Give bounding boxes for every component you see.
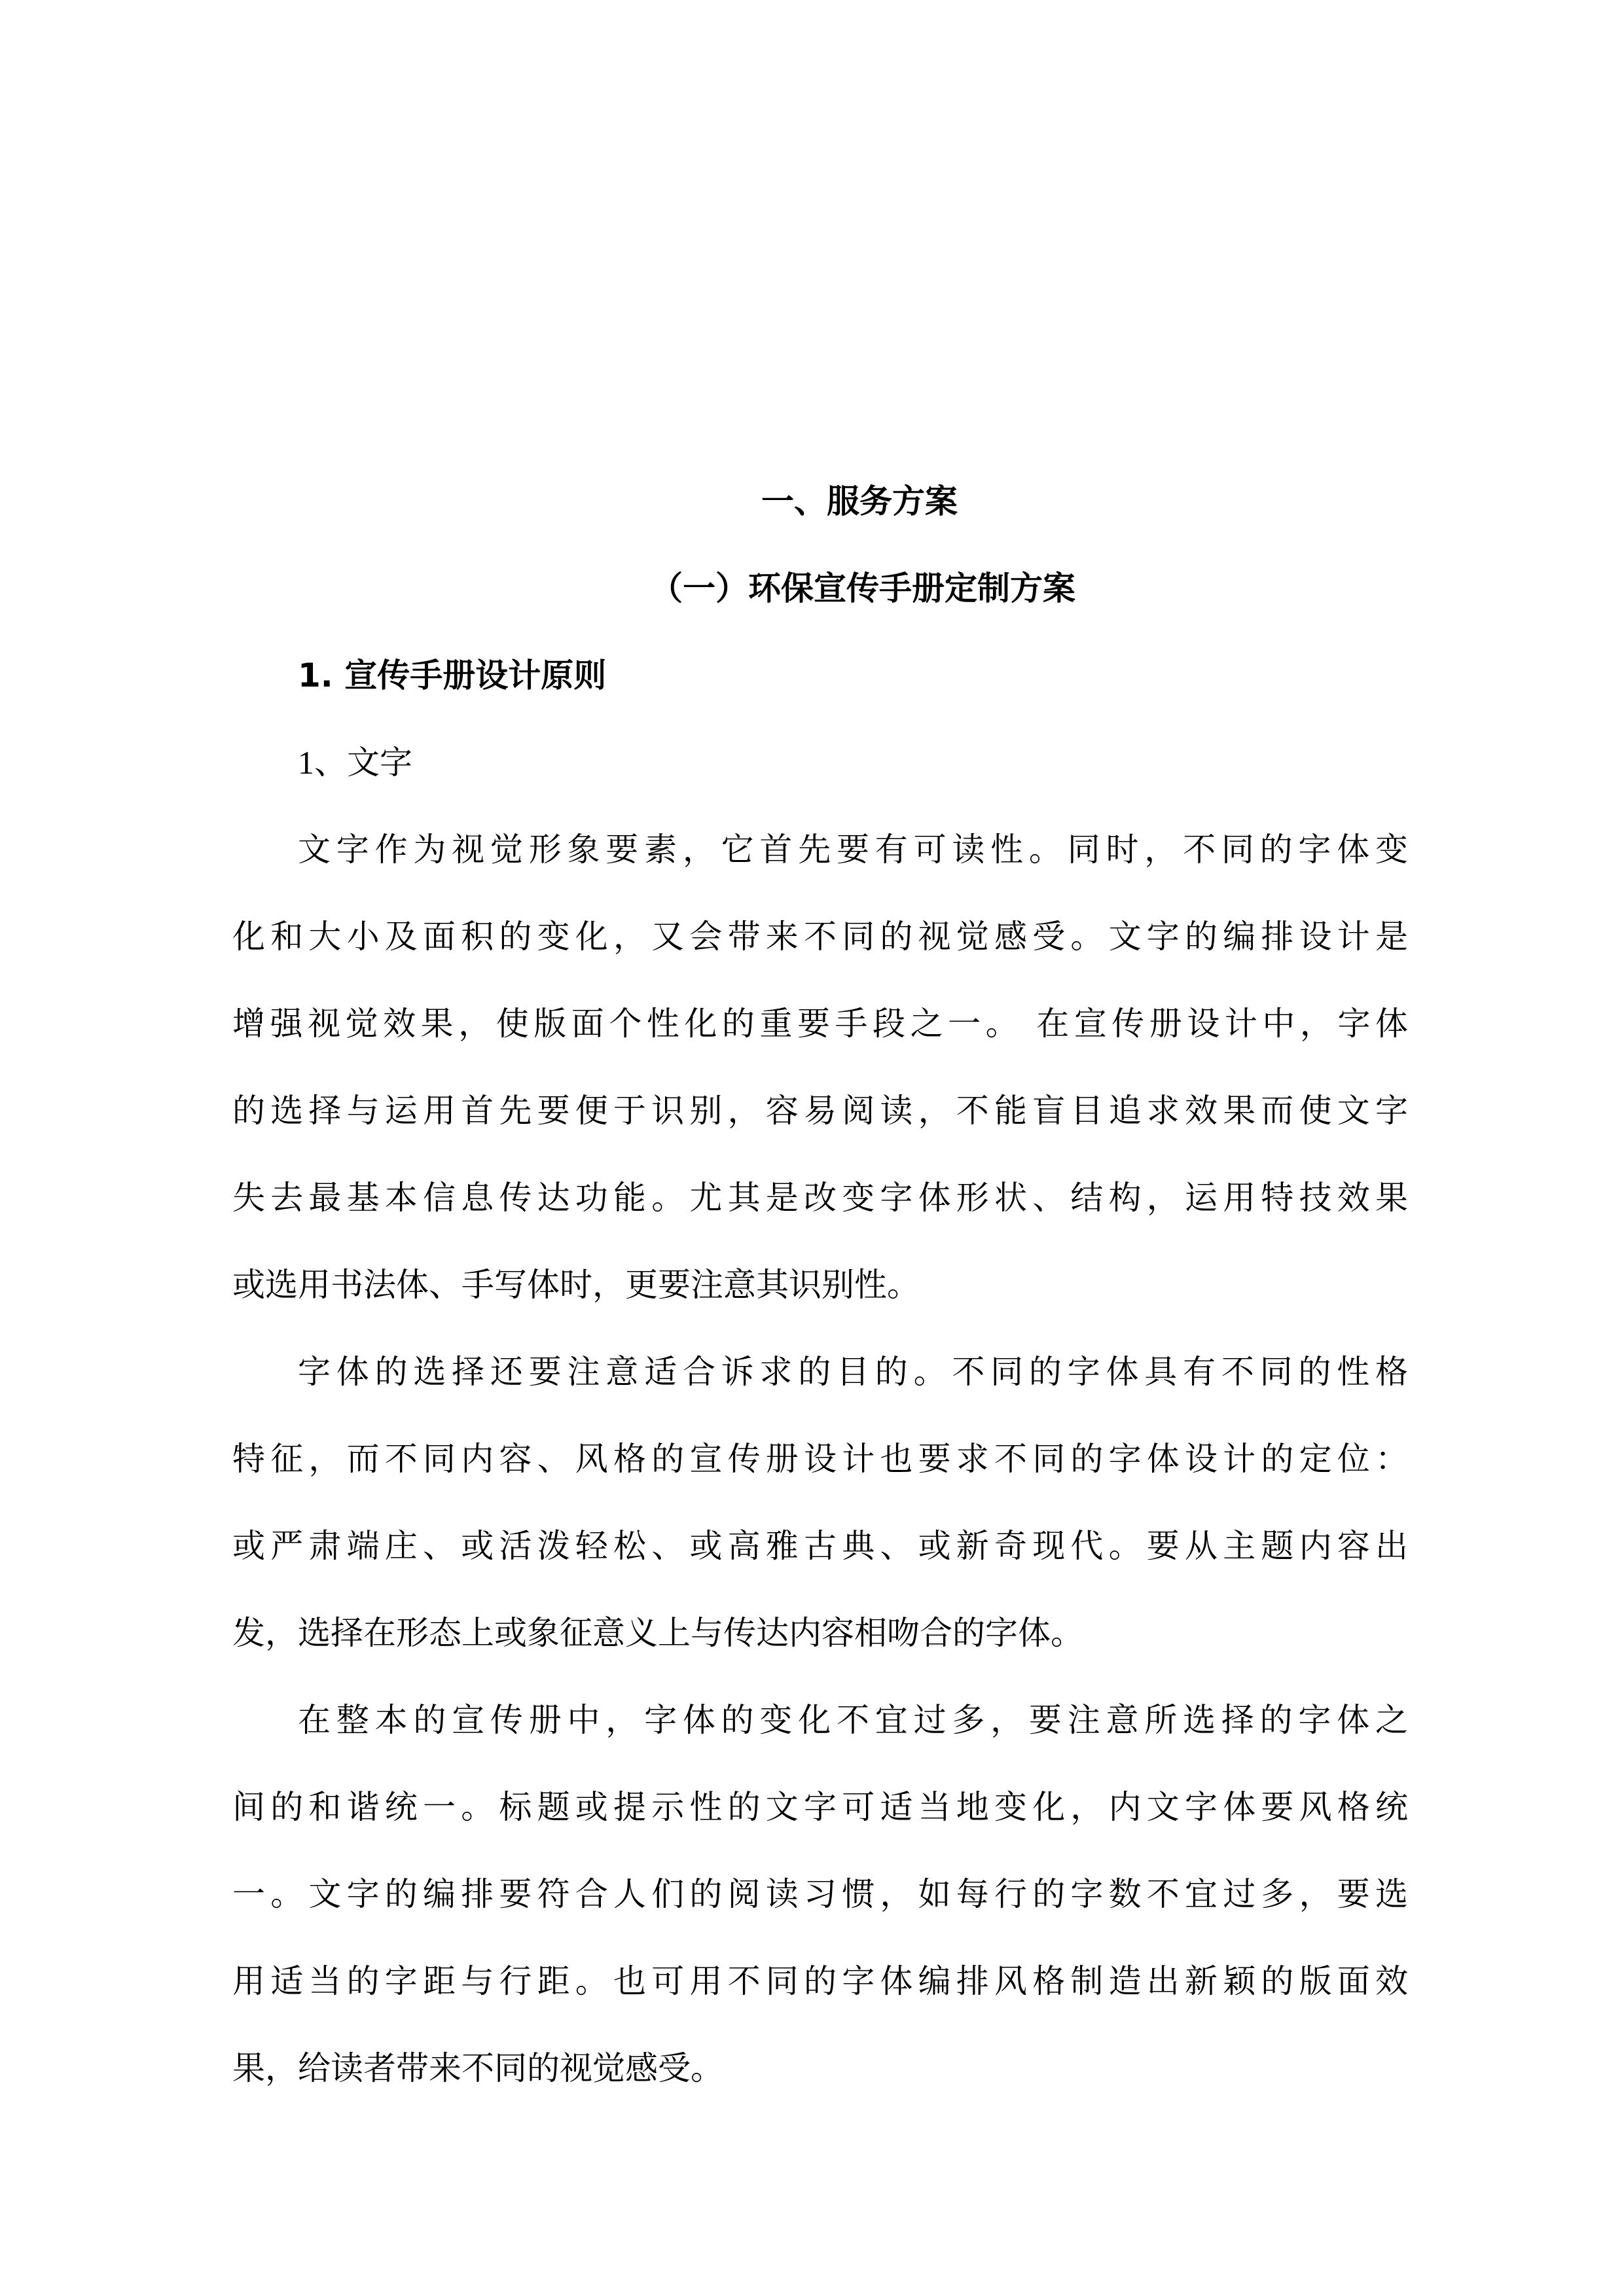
paragraph-1 xyxy=(232,806,1408,1329)
paragraph-line: 或选用书法体、手写体时，更要注意其识别性。 xyxy=(232,1266,920,1303)
paragraph-line: 间的和谐统一。标题或提示性的文字可适当地变化，内文字体要风格统 xyxy=(232,1789,1408,1825)
paragraph-line: 字体的选择还要注意适合诉求的目的。不同的字体具有不同的性格 xyxy=(298,1354,1408,1390)
paragraph-3 xyxy=(232,1677,1408,2112)
paragraph-line: 特征，而不同内容、风格的宣传册设计也要求不同的字体设计的定位： xyxy=(232,1441,1408,1477)
page-content xyxy=(232,458,1408,2112)
paragraph-line: 的选择与运用首先要便于识别，容易阅读，不能盲目追求效果而使文字 xyxy=(232,1092,1408,1129)
item-label: 1、文字 xyxy=(298,744,412,781)
paragraph-line: 在整本的宣传册中，字体的变化不宜过多，要注意所选择的字体之 xyxy=(298,1702,1408,1738)
document-title: 一、服务方案 xyxy=(761,482,958,520)
document-subtitle: （一）环保宣传手册定制方案 xyxy=(650,569,1075,607)
paragraph-line: 增强视觉效果，使版面个性化的重要手段之一。 在宣传册设计中，字体 xyxy=(232,1005,1408,1042)
paragraph-2 xyxy=(232,1329,1408,1677)
paragraph-line: 文字作为视觉形象要素，它首先要有可读性。同时，不同的字体变 xyxy=(298,831,1408,868)
paragraph-line: 失去最基本信息传达功能。尤其是改变字体形状、结构，运用特技效果 xyxy=(232,1179,1408,1216)
paragraph-line: 一。文字的编排要符合人们的阅读习惯，如每行的字数不宜过多，要选 xyxy=(232,1876,1408,1912)
paragraph-line: 用适当的字距与行距。也可用不同的字体编排风格制造出新颖的版面效 xyxy=(232,1963,1408,2000)
section-heading: 1. 宣传手册设计原则 xyxy=(298,656,607,694)
paragraph-line: 或严肃端庄、或活泼轻松、或高雅古典、或新奇现代。要从主题内容出 xyxy=(232,1528,1408,1564)
paragraph-line: 果，给读者带来不同的视觉感受。 xyxy=(232,2050,723,2087)
paragraph-line: 发，选择在形态上或象征意义上与传达内容相吻合的字体。 xyxy=(232,1615,1083,1651)
paragraph-line: 化和大小及面积的变化，又会带来不同的视觉感受。文字的编排设计是 xyxy=(232,918,1408,955)
